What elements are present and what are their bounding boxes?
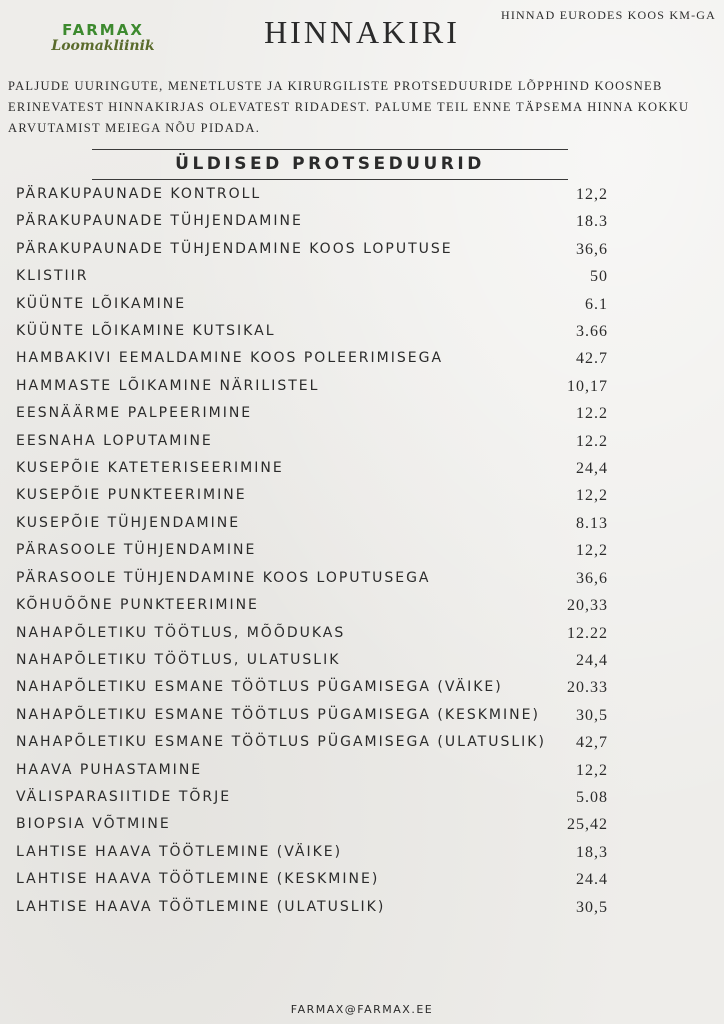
logo-subtitle: Loomakliinik <box>51 38 155 54</box>
procedure-name: VÄLISPARASIITIDE TÕRJE <box>16 788 232 805</box>
price-row <box>16 784 608 811</box>
procedure-name: KUSEPÕIE PUNKTEERIMINE <box>16 487 247 504</box>
procedure-name: KÜÜNTE LÕIKAMINE KUTSIKAL <box>16 323 276 340</box>
procedure-name: NAHAPÕLETIKU TÖÖTLUS, ULATUSLIK <box>16 651 341 668</box>
procedure-name: KLISTIIR <box>16 268 89 285</box>
intro-paragraph: PALJUDE UURINGUTE, MENETLUSTE JA KIRURGILISTE PROTSEDUURIDE LÕPPHIND KOOSNEB ERINEVATEST HINNAKIRJAS OLEVATEST RIDADEST. PALUME TEIL ENNE TÄPSEMA HINNA KOKKU ARVUTAMIST MEIEGA NÕU PIDADA. <box>8 79 690 135</box>
price-row <box>16 208 608 235</box>
procedure-price: 30,5 <box>576 898 608 916</box>
price-row <box>16 620 608 647</box>
procedure-name: HAMBAKIVI EEMALDAMINE KOOS POLEERIMISEGA <box>16 350 444 367</box>
procedure-price: 6.1 <box>585 295 608 313</box>
procedure-price: 12,2 <box>576 761 608 779</box>
procedure-name: PÄRAKUPAUNADE TÜHJENDAMINE <box>16 213 303 230</box>
procedure-price: 12.22 <box>567 624 608 642</box>
procedure-price: 8.13 <box>576 514 608 532</box>
procedure-price: 24.4 <box>576 871 608 889</box>
price-row <box>16 263 608 290</box>
procedure-price: 20.33 <box>567 679 608 697</box>
procedure-price: 24,4 <box>576 651 608 669</box>
procedure-price: 42,7 <box>576 734 608 752</box>
procedure-name: KÕHUÕÕNE PUNKTEERIMINE <box>16 597 259 614</box>
procedure-name: PÄRASOOLE TÜHJENDAMINE KOOS LOPUTUSEGA <box>16 569 431 586</box>
price-row <box>16 565 608 592</box>
procedure-price: 20,33 <box>567 597 608 615</box>
price-row <box>16 729 608 756</box>
procedure-price: 12.2 <box>576 432 608 450</box>
price-row <box>16 811 608 838</box>
procedure-name: NAHAPÕLETIKU ESMANE TÖÖTLUS PÜGAMISEGA (KESKMINE) <box>16 706 540 723</box>
footer-email[interactable]: FARMAX@FARMAX.EE <box>290 1003 434 1016</box>
procedure-price: 24,4 <box>576 460 608 478</box>
procedure-price: 36,6 <box>576 240 608 258</box>
procedure-name: LAHTISE HAAVA TÖÖTLEMINE (VÄIKE) <box>16 843 343 860</box>
procedure-price: 42.7 <box>576 350 608 368</box>
price-row <box>16 482 608 509</box>
price-row <box>16 702 608 729</box>
procedure-name: LAHTISE HAAVA TÖÖTLEMINE (KESKMINE) <box>16 871 380 888</box>
procedure-price: 10,17 <box>567 377 608 395</box>
procedure-name: KUSEPÕIE TÜHJENDAMINE <box>16 514 241 531</box>
procedure-price: 12.2 <box>576 405 608 423</box>
procedure-name: HAMMASTE LÕIKAMINE NÄRILISTEL <box>16 377 320 394</box>
procedure-name: NAHAPÕLETIKU ESMANE TÖÖTLUS PÜGAMISEGA (ULATUSLIK) <box>16 734 546 751</box>
procedure-price: 5.08 <box>576 788 608 806</box>
procedure-name: KUSEPÕIE KATETERISEERIMINE <box>16 460 284 477</box>
price-row <box>16 455 608 482</box>
procedure-price: 3.66 <box>576 323 608 341</box>
procedure-name: NAHAPÕLETIKU TÖÖTLUS, MÕÕDUKAS <box>16 624 346 641</box>
price-row <box>16 428 608 455</box>
procedure-price: 12,2 <box>576 186 608 203</box>
procedure-price: 18.3 <box>576 213 608 231</box>
procedure-name: PÄRASOOLE TÜHJENDAMINE <box>16 542 257 559</box>
procedure-price: 12,2 <box>576 542 608 560</box>
price-row <box>16 866 608 893</box>
price-row <box>16 674 608 701</box>
procedure-name: PÄRAKUPAUNADE TÜHJENDAMINE KOOS LOPUTUSE <box>16 240 453 257</box>
price-list <box>16 181 608 921</box>
price-row <box>16 181 608 208</box>
price-row <box>16 647 608 674</box>
procedure-price: 25,42 <box>567 816 608 834</box>
price-row <box>16 236 608 263</box>
price-row <box>16 592 608 619</box>
procedure-price: 36,6 <box>576 569 608 587</box>
procedure-name: NAHAPÕLETIKU ESMANE TÖÖTLUS PÜGAMISEGA (VÄIKE) <box>16 679 503 696</box>
section-rule-bottom <box>92 179 568 180</box>
procedure-name: HAAVA PUHASTAMINE <box>16 761 203 778</box>
page-title: HINNAKIRI <box>264 14 460 50</box>
price-note: HINNAD EURODES KOOS KM-GA <box>501 8 716 22</box>
procedure-price: 30,5 <box>576 706 608 724</box>
procedure-price: 12,2 <box>576 487 608 505</box>
price-row <box>16 291 608 318</box>
procedure-price: 18,3 <box>576 843 608 861</box>
price-row <box>16 757 608 784</box>
price-row <box>16 510 608 537</box>
section-rule-top <box>92 149 568 150</box>
price-row <box>16 345 608 372</box>
price-row <box>16 318 608 345</box>
price-row <box>16 537 608 564</box>
procedure-name: EESNÄÄRME PALPEERIMINE <box>16 405 253 422</box>
procedure-name: EESNAHA LOPUTAMINE <box>16 432 213 449</box>
procedure-name: KÜÜNTE LÕIKAMINE <box>16 295 187 312</box>
price-row <box>16 894 608 921</box>
procedure-name: BIOPSIA VÕTMINE <box>16 816 171 833</box>
procedure-name: PÄRAKUPAUNADE KONTROLL <box>16 186 262 202</box>
price-row <box>16 839 608 866</box>
procedure-price: 50 <box>590 268 608 286</box>
section-title: ÜLDISED PROTSEDUURID <box>175 154 485 174</box>
price-row <box>16 400 608 427</box>
price-row <box>16 373 608 400</box>
procedure-name: LAHTISE HAAVA TÖÖTLEMINE (ULATUSLIK) <box>16 898 386 915</box>
logo-wordmark: FARMAX <box>62 21 144 39</box>
